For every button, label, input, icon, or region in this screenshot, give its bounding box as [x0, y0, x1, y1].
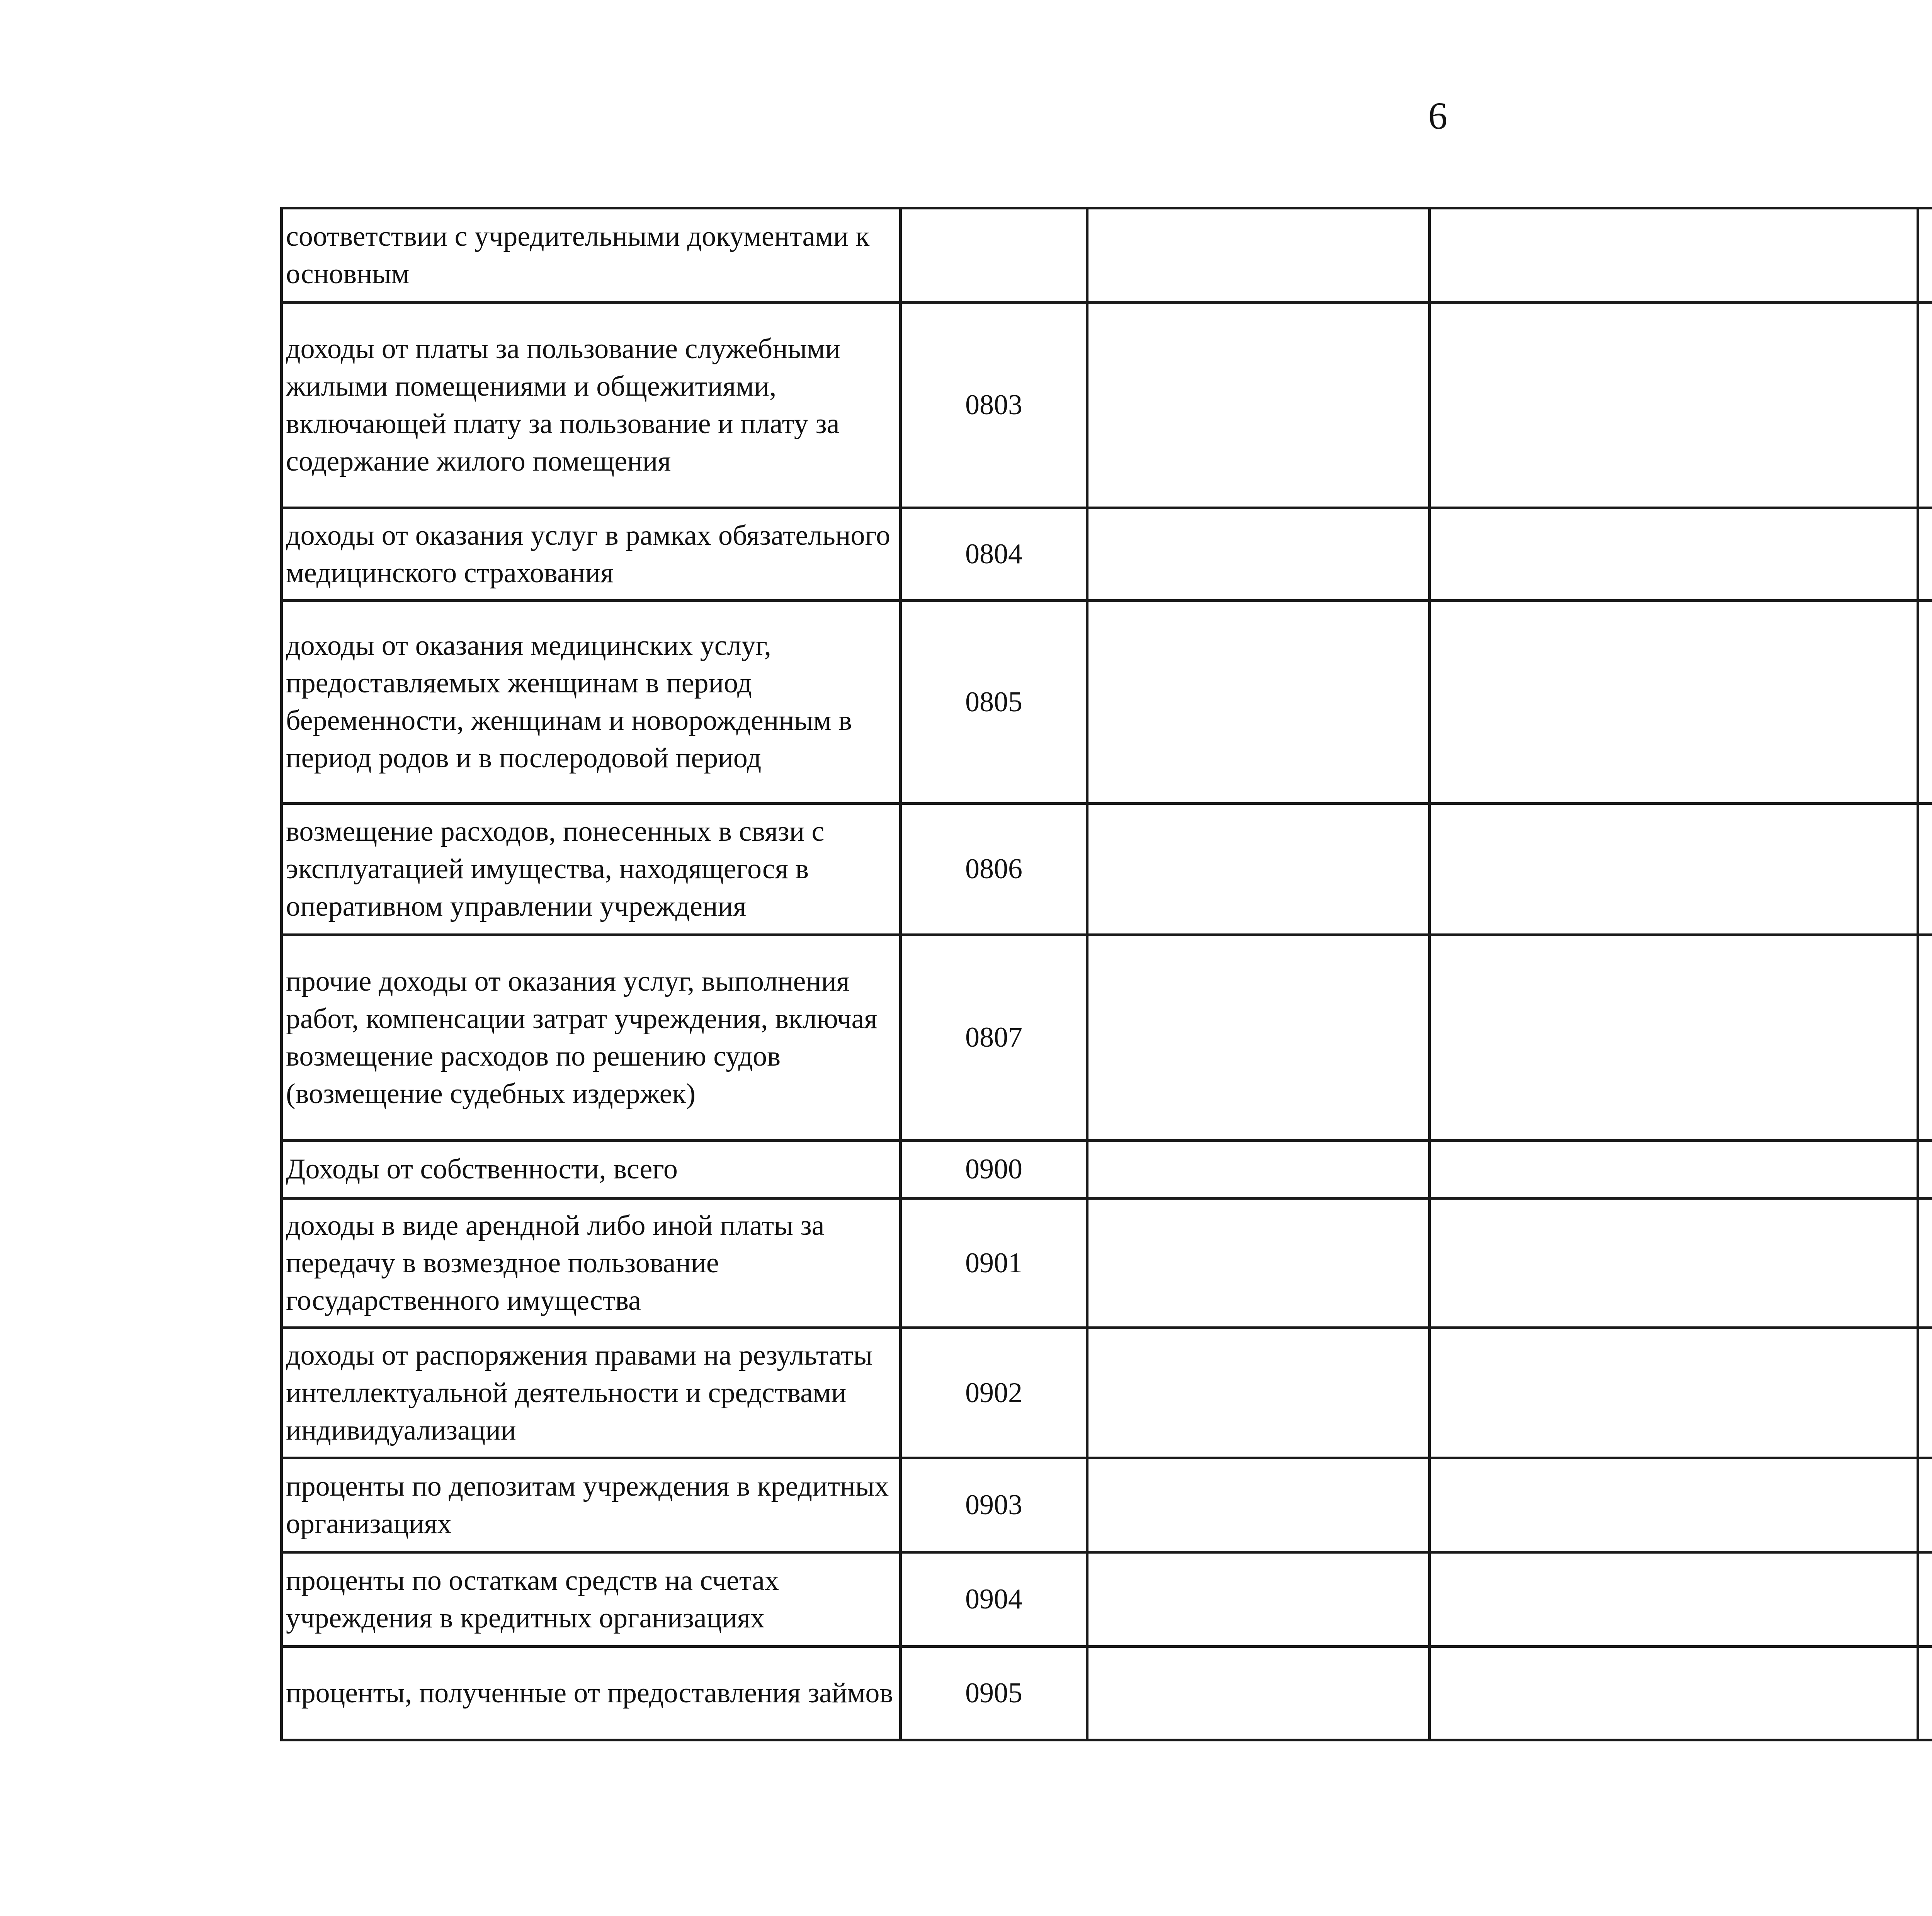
- table-row: [282, 1458, 1932, 1552]
- value-cell: [1430, 804, 1918, 935]
- value-cell: [1087, 508, 1430, 601]
- table-row: [282, 1647, 1932, 1740]
- value-cell: [1087, 1647, 1430, 1740]
- value-cell: [1087, 1199, 1430, 1328]
- value-cell: [1430, 601, 1918, 804]
- value-cell: [1087, 303, 1430, 508]
- table-row: [282, 1552, 1932, 1647]
- value-cell: [1918, 1141, 1932, 1199]
- value-cell: [1430, 303, 1918, 508]
- value-cell: [1430, 1199, 1918, 1328]
- value-cell: [1918, 1199, 1932, 1328]
- table-row: [282, 1199, 1932, 1328]
- row-code: 0807: [901, 935, 1087, 1141]
- value-cell: [1918, 508, 1932, 601]
- row-code: 0904: [901, 1552, 1087, 1647]
- row-code: 0905: [901, 1647, 1087, 1740]
- row-code: 0806: [901, 804, 1087, 935]
- row-code: 0804: [901, 508, 1087, 601]
- value-cell: [1430, 935, 1918, 1141]
- row-name: прочие доходы от оказания услуг, выполнения работ, компенсации затрат учреждения, включая возмещение расходов по решению судов (возмещение судебных издержек): [282, 935, 901, 1141]
- value-cell: [1087, 804, 1430, 935]
- row-code: 0900: [901, 1141, 1087, 1199]
- row-name: возмещение расходов, понесенных в связи с эксплуатацией имущества, находящегося в оперативном управлении учреждения: [282, 804, 901, 935]
- value-cell: [1087, 208, 1430, 303]
- row-name: доходы от платы за пользование служебными жилыми помещениями и общежитиями, включающей плату за пользование и плату за содержание жилого помещения: [282, 303, 901, 508]
- row-code: 0805: [901, 601, 1087, 804]
- row-code: 0903: [901, 1458, 1087, 1552]
- row-name: доходы в виде арендной либо иной платы за передачу в возмездное пользование государственного имущества: [282, 1199, 901, 1328]
- row-name: доходы от распоряжения правами на результаты интеллектуальной деятельности и средствами индивидуализации: [282, 1328, 901, 1458]
- value-cell: [1430, 508, 1918, 601]
- row-name: проценты, полученные от предоставления займов: [282, 1647, 901, 1740]
- page-number: 6: [1428, 94, 1447, 137]
- table-row: [282, 1328, 1932, 1458]
- value-cell: [1430, 1328, 1918, 1458]
- value-cell: [1918, 804, 1932, 935]
- row-code: [901, 208, 1087, 303]
- value-cell: [1918, 935, 1932, 1141]
- value-cell: [1918, 1328, 1932, 1458]
- table-row: [282, 303, 1932, 508]
- value-cell: [1087, 1328, 1430, 1458]
- row-name: доходы от оказания услуг в рамках обязательного медицинского страхования: [282, 508, 901, 601]
- row-code: 0901: [901, 1199, 1087, 1328]
- table-row: [282, 935, 1932, 1141]
- value-cell: [1087, 935, 1430, 1141]
- value-cell: [1087, 1141, 1430, 1199]
- value-cell: [1087, 1552, 1430, 1647]
- table-row: [282, 601, 1932, 804]
- table-row: [282, 208, 1932, 303]
- row-code: 0902: [901, 1328, 1087, 1458]
- table-row: [282, 508, 1932, 601]
- value-cell: [1918, 1552, 1932, 1647]
- value-cell: [1087, 1458, 1430, 1552]
- value-cell: [1918, 601, 1932, 804]
- table-row: [282, 1141, 1932, 1199]
- value-cell: [1918, 208, 1932, 303]
- row-name: проценты по депозитам учреждения в кредитных организациях: [282, 1458, 901, 1552]
- row-name: соответствии с учредительными документами к основным: [282, 208, 901, 303]
- table-row: [282, 804, 1932, 935]
- value-cell: [1430, 1552, 1918, 1647]
- row-code: 0803: [901, 303, 1087, 508]
- row-name: проценты по остаткам средств на счетах учреждения в кредитных организациях: [282, 1552, 901, 1647]
- value-cell: [1918, 1647, 1932, 1740]
- row-name: Доходы от собственности, всего: [282, 1141, 901, 1199]
- value-cell: [1087, 601, 1430, 804]
- report-table: [280, 207, 1932, 1741]
- row-name: доходы от оказания медицинских услуг, предоставляемых женщинам в период беременности, женщинам и новорожденным в период родов и в послеродовой период: [282, 601, 901, 804]
- value-cell: [1430, 1458, 1918, 1552]
- value-cell: [1918, 1458, 1932, 1552]
- value-cell: [1430, 1141, 1918, 1199]
- value-cell: [1918, 303, 1932, 508]
- value-cell: [1430, 208, 1918, 303]
- value-cell: [1430, 1647, 1918, 1740]
